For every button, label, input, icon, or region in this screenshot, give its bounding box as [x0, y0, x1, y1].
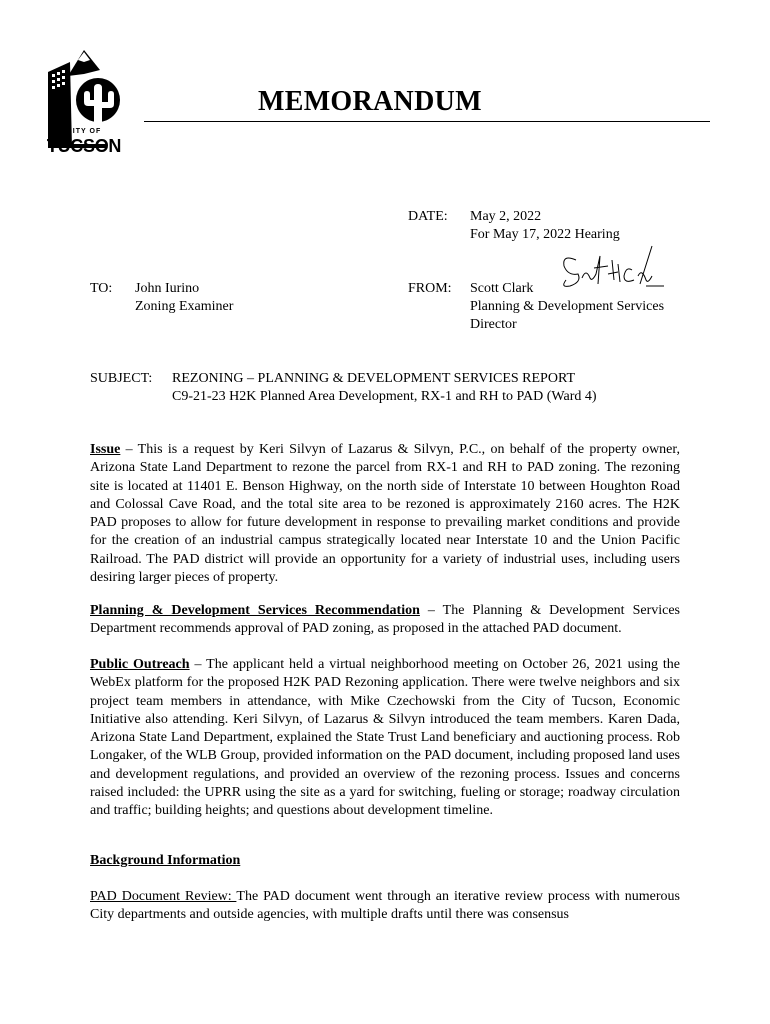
from-title-line2: Director	[470, 317, 517, 332]
title-rule	[144, 121, 710, 122]
memo-title: MEMORANDUM	[258, 86, 482, 117]
recommendation-heading: Planning & Development Services Recommendation	[90, 603, 420, 618]
pad-review-heading: PAD Document Review:	[90, 889, 237, 904]
background-heading: Background Information	[90, 853, 241, 868]
pad-review-text: The PAD document went through an iterative review process with numerous City departments and outside agencies, with multiple drafts until there was consensus	[90, 889, 680, 923]
outreach-text: – The applicant held a virtual neighborhood meeting on October 26, 2021 using the WebEx platform for the proposed H2K PAD Rezoning application. There were twelve neighbors and six project team members in attendance, with Mike Czechowski from the City of Tucson, Economic Initiative also attending. Keri Silvyn, of Lazarus & Silvyn introduced the team members. Karen Dada, Arizona State Land Department, explained the State Trust Land beneficiary and auctioning process. Rob Longaker, of the WLB Group, provided information on the PAD document, including proposed land uses and development regulations, and provided an overview of the rezoning process. Issues and concerns raised included: the UPRR using the site as a yard for switching, fueling or storage; roadway circulation and traffic; building heights; and questions about development timeline.	[90, 657, 680, 819]
subject-line2: C9-21-23 H2K Planned Area Development, RX-1 and RH to PAD (Ward 4)	[172, 389, 597, 404]
issue-heading: Issue	[90, 442, 121, 457]
from-title-line1: Planning & Development Services	[470, 299, 665, 314]
subject-label: SUBJECT:	[90, 371, 153, 386]
issue-text: – This is a request by Keri Silvyn of Lazarus & Silvyn, P.C., on behalf of the property owner, Arizona State Land Department to rezone the parcel from RX-1 and RH to PAD zoning. The rezoning site is located at 11401 E. Benson Highway, on the north side of Interstate 10 between Houghton Road and Colossal Cave Road, and the total site area to be rezoned is approximately 2160 acres. The H2K PAD proposes to allow for future development in response to prevailing market conditions and provide for the creation of an industrial campus strategically located near Interstate 10 and the Union Pacific Railroad. The PAD district will provide an opportunity for a variety of industrial uses, including users desiring larger pieces of property.	[90, 442, 680, 586]
from-name: Scott Clark	[470, 281, 534, 296]
hearing-date: For May 17, 2022 Hearing	[470, 227, 620, 242]
to-title: Zoning Examiner	[135, 299, 234, 314]
outreach-paragraph	[90, 656, 680, 821]
subject-line1: REZONING – PLANNING & DEVELOPMENT SERVICES REPORT	[172, 371, 576, 386]
recommendation-paragraph	[90, 602, 680, 639]
to-name: John Iurino	[135, 281, 200, 296]
recommendation-text: – The Planning & Development Services Department recommends approval of PAD zoning, as proposed in the attached PAD document.	[90, 603, 681, 637]
signature-image	[548, 244, 668, 296]
outreach-heading: Public Outreach	[90, 657, 190, 672]
logo-city-of: CITY OF	[66, 128, 102, 135]
date-label: DATE:	[408, 209, 448, 224]
logo-tucson: TUCSON	[46, 136, 122, 156]
from-label: FROM:	[408, 281, 452, 296]
issue-paragraph	[90, 441, 680, 587]
to-label: TO:	[90, 281, 113, 296]
date-value: May 2, 2022	[470, 209, 542, 224]
pad-review-paragraph	[90, 888, 680, 925]
